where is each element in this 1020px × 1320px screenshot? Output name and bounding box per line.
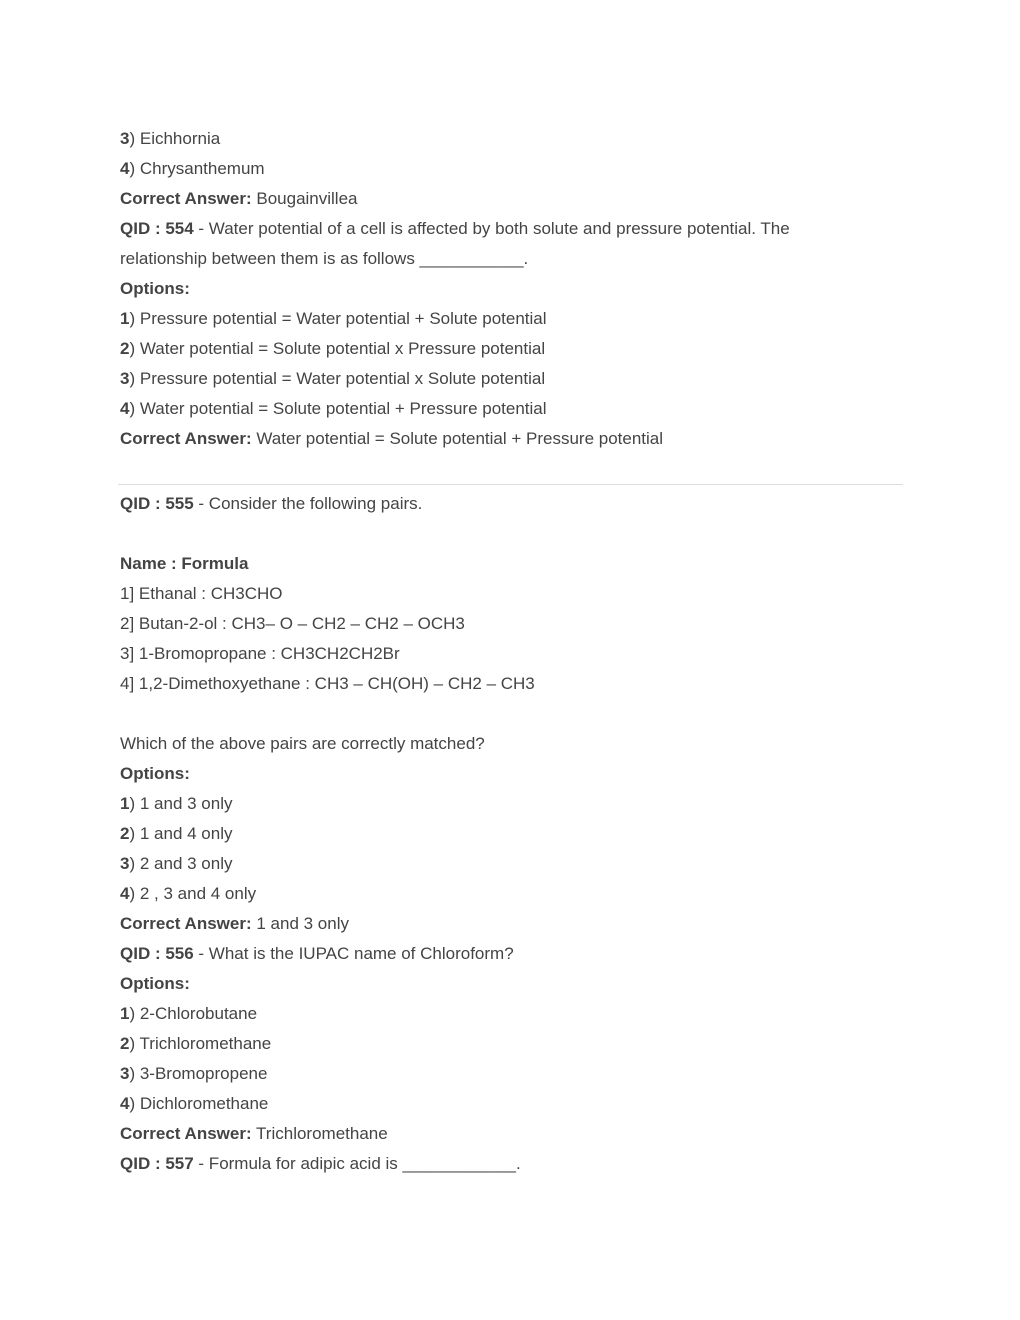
option-3 bbox=[120, 1059, 910, 1089]
option-2 bbox=[120, 1029, 910, 1059]
option-number: 3 bbox=[120, 854, 130, 873]
option-4 bbox=[120, 394, 910, 424]
answer-text: 1 and 3 only bbox=[251, 914, 349, 933]
question-text: - What is the IUPAC name of Chloroform? bbox=[193, 944, 514, 963]
qid: QID : 557 bbox=[120, 1154, 194, 1173]
question-text-cont: relationship between them is as follows ___________. bbox=[120, 249, 529, 268]
option-text: ) Eichhornia bbox=[129, 129, 221, 148]
option-4 bbox=[120, 1089, 910, 1119]
qid: QID : 554 bbox=[120, 219, 194, 238]
qid: QID : 556 bbox=[120, 944, 194, 963]
answer-text: Water potential = Solute potential + Pressure potential bbox=[251, 429, 664, 448]
option-2 bbox=[120, 819, 910, 849]
pair-item: 4] 1,2-Dimethoxyethane : CH3 – CH(OH) – CH2 – CH3 bbox=[120, 674, 535, 693]
answer-text: Trichloromethane bbox=[251, 1124, 388, 1143]
section-divider bbox=[118, 484, 903, 485]
option-number: 4 bbox=[120, 399, 130, 418]
option-text: ) Trichloromethane bbox=[129, 1034, 272, 1053]
option-number: 2 bbox=[120, 339, 130, 358]
question-556 bbox=[120, 939, 910, 969]
option-number: 1 bbox=[120, 794, 130, 813]
option-number: 1 bbox=[120, 1004, 130, 1023]
pairs-header: Name : Formula bbox=[120, 554, 249, 573]
option-number: 1 bbox=[120, 309, 130, 328]
option-text: ) 1 and 3 only bbox=[129, 794, 233, 813]
answer-label: Correct Answer: bbox=[120, 1124, 252, 1143]
option-number: 3 bbox=[120, 369, 130, 388]
option-text: ) Pressure potential = Water potential x Solute potential bbox=[129, 369, 546, 388]
option-text: ) Water potential = Solute potential x Pressure potential bbox=[129, 339, 546, 358]
options-label: Options: bbox=[120, 279, 190, 298]
correct-answer bbox=[120, 909, 910, 939]
option-3 bbox=[120, 364, 910, 394]
option-text: ) 3-Bromopropene bbox=[129, 1064, 268, 1083]
options-label: Options: bbox=[120, 764, 190, 783]
option-text: ) Dichloromethane bbox=[129, 1094, 269, 1113]
question-text: - Formula for adipic acid is ____________. bbox=[193, 1154, 521, 1173]
correct-answer bbox=[120, 1119, 910, 1149]
answer-label: Correct Answer: bbox=[120, 189, 252, 208]
correct-answer bbox=[120, 424, 910, 454]
option-4 bbox=[120, 154, 910, 184]
question-text: - Water potential of a cell is affected by both solute and pressure potential. The bbox=[193, 219, 790, 238]
pair-item: 2] Butan-2-ol : CH3– O – CH2 – CH2 – OCH3 bbox=[120, 614, 465, 633]
question-555 bbox=[120, 489, 910, 519]
option-text: ) 2-Chlorobutane bbox=[129, 1004, 258, 1023]
qid: QID : 555 bbox=[120, 494, 194, 513]
option-number: 4 bbox=[120, 884, 130, 903]
option-number: 3 bbox=[120, 129, 130, 148]
option-text: ) Water potential = Solute potential + Pressure potential bbox=[129, 399, 547, 418]
option-1 bbox=[120, 304, 910, 334]
option-number: 3 bbox=[120, 1064, 130, 1083]
option-text: ) Chrysanthemum bbox=[129, 159, 265, 178]
question-554 bbox=[120, 214, 910, 244]
options-label: Options: bbox=[120, 974, 190, 993]
question-text: - Consider the following pairs. bbox=[193, 494, 423, 513]
option-text: ) 2 and 3 only bbox=[129, 854, 233, 873]
correct-answer bbox=[120, 184, 910, 214]
option-1 bbox=[120, 789, 910, 819]
option-3 bbox=[120, 124, 910, 154]
question-557 bbox=[120, 1149, 910, 1179]
pair-item: 3] 1-Bromopropane : CH3CH2CH2Br bbox=[120, 644, 400, 663]
answer-text: Bougainvillea bbox=[251, 189, 358, 208]
answer-label: Correct Answer: bbox=[120, 429, 252, 448]
option-number: 4 bbox=[120, 159, 130, 178]
questions-555-557 bbox=[120, 489, 910, 1179]
question-553-tail bbox=[120, 124, 910, 454]
option-4 bbox=[120, 879, 910, 909]
option-text: ) Pressure potential = Water potential + Solute potential bbox=[129, 309, 547, 328]
option-number: 4 bbox=[120, 1094, 130, 1113]
question-prompt: Which of the above pairs are correctly matched? bbox=[120, 734, 485, 753]
answer-label: Correct Answer: bbox=[120, 914, 252, 933]
option-3 bbox=[120, 849, 910, 879]
option-number: 2 bbox=[120, 824, 130, 843]
option-1 bbox=[120, 999, 910, 1029]
pair-item: 1] Ethanal : CH3CHO bbox=[120, 584, 283, 603]
option-number: 2 bbox=[120, 1034, 130, 1053]
option-2 bbox=[120, 334, 910, 364]
option-text: ) 1 and 4 only bbox=[129, 824, 233, 843]
option-text: ) 2 , 3 and 4 only bbox=[129, 884, 257, 903]
